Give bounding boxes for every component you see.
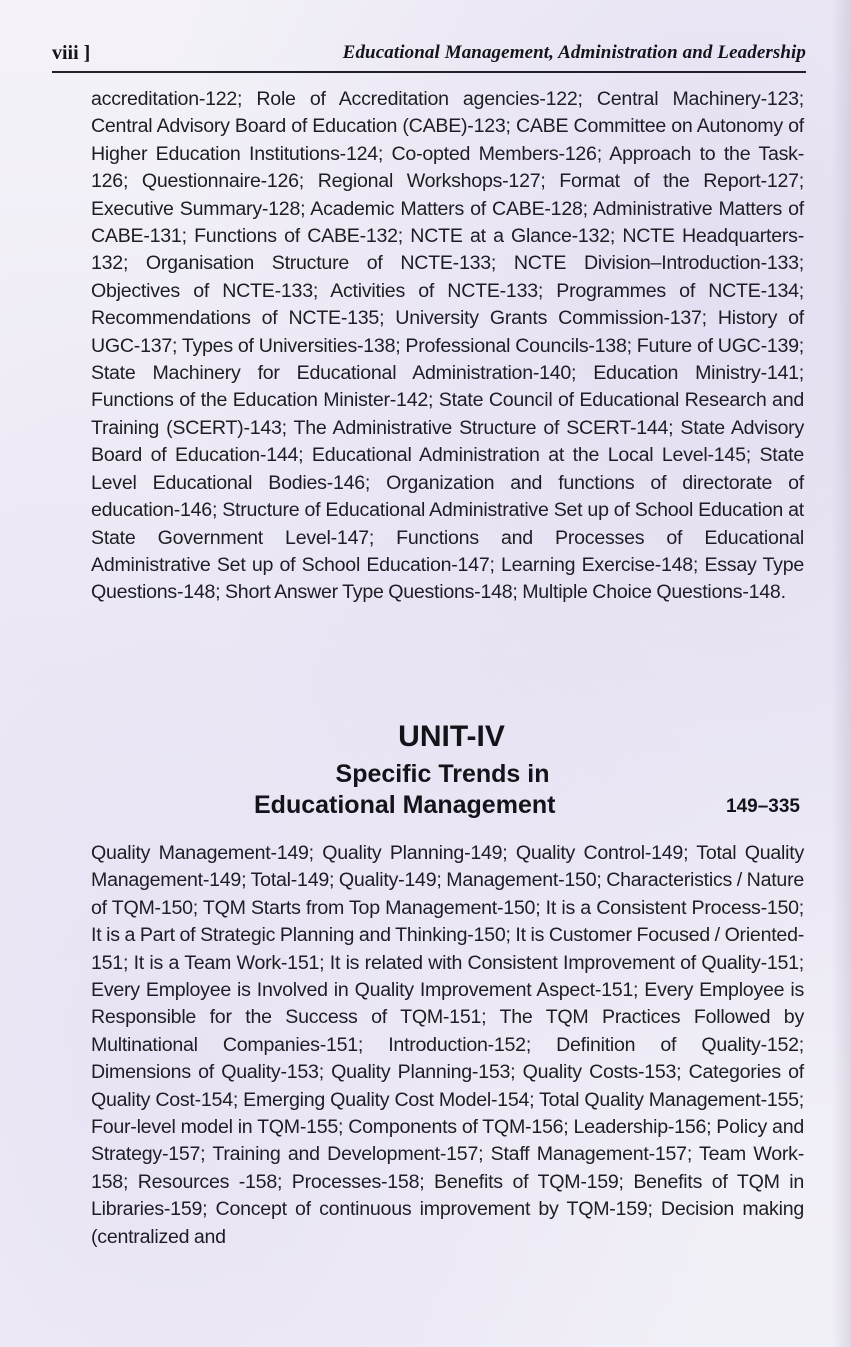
book-title: Educational Management, Administration and Leadership	[342, 42, 806, 63]
contents-paragraph-unit-iii: accreditation-122; Role of Accreditation agencies-122; Central Machinery-123; Central Advisory Board of Education (CABE)-123; CABE Committee on Autonomy of Higher Education Institutions-124; Co-opted Members-126; Approach to the Task-126; Questionnaire-126; Regional Workshops-127; Format of the Report-127; Executive Summary-128; Academic Matters of CABE-128; Administrative Matters of CABE-131; Functions of CABE-132; NCTE at a Glance-132; NCTE Headquarters-132; Organisation Structure of NCTE-133; NCTE Division–Introduction-133; Objectives of NCTE-133; Activities of NCTE-133; Programmes of NCTE-134; Recommendations of NCTE-135; University Grants Commission-137; History of UGC-137; Types of Universities-138; Professional Councils-138; Future of UGC-139; State Machinery for Educational Administration-140; Education Ministry-141; Functions of the Education Minister-142; State Council of Educational Research and Training (SCERT)-143; The Administrative Structure of SCERT-144; State Advisory Board of Education-144; Educational Administration at the Local Level-145; State Level Educational Bodies-146; Organization and functions of directorate of education-146; Structure of Educational Administrative Set up of School Education at State Government Level-147; Functions and Processes of Educational Administrative Set up of School Education-147; Learning Exercise-148; Essay Type Questions-148; Short Answer Type Questions-148; Multiple Choice Questions-148.	[91, 88, 804, 604]
unit-page-range: 149–335	[726, 796, 800, 817]
contents-paragraph-unit-iv: Quality Management-149; Quality Planning-149; Quality Control-149; Total Quality Management-149; Total-149; Quality-149; Management-150; Characteristics / Nature of TQM-150; TQM Starts from Top Management-150; It is a Consistent Process-150; It is a Part of Strategic Planning and Thinking-150; It is Customer Focused / Oriented-151; It is a Team Work-151; It is related with Consistent Improvement of Quality-151; Every Employee is Involved in Quality Improvement Aspect-151; Every Employee is Responsible for the Success of TQM-151; The TQM Practices Followed by Multinational Companies-151; Introduction-152; Definition of Quality-152; Dimensions of Quality-153; Quality Planning-153; Quality Costs-153; Categories of Quality Cost-154; Emerging Quality Cost Model-154; Total Quality Management-155; Four-level model in TQM-155; Components of TQM-156; Leadership-156; Policy and Strategy-157; Training and Development-157; Staff Management-157; Team Work-158; Resources -158; Processes-158; Benefits of TQM-159; Benefits of TQM in Libraries-159; Concept of continuous improvement by TQM-159; Decision making (centralized and	[91, 842, 804, 1248]
running-head	[52, 38, 806, 68]
header-rule	[52, 71, 806, 73]
page-number: viii ]	[52, 42, 91, 64]
unit-title-line-2: Educational Management	[254, 791, 556, 819]
unit-label: UNIT-IV	[398, 720, 505, 753]
page-edge-shadow	[831, 0, 851, 1347]
unit-title-line-1: Specific Trends in	[335, 760, 550, 788]
unit-heading	[91, 719, 804, 829]
